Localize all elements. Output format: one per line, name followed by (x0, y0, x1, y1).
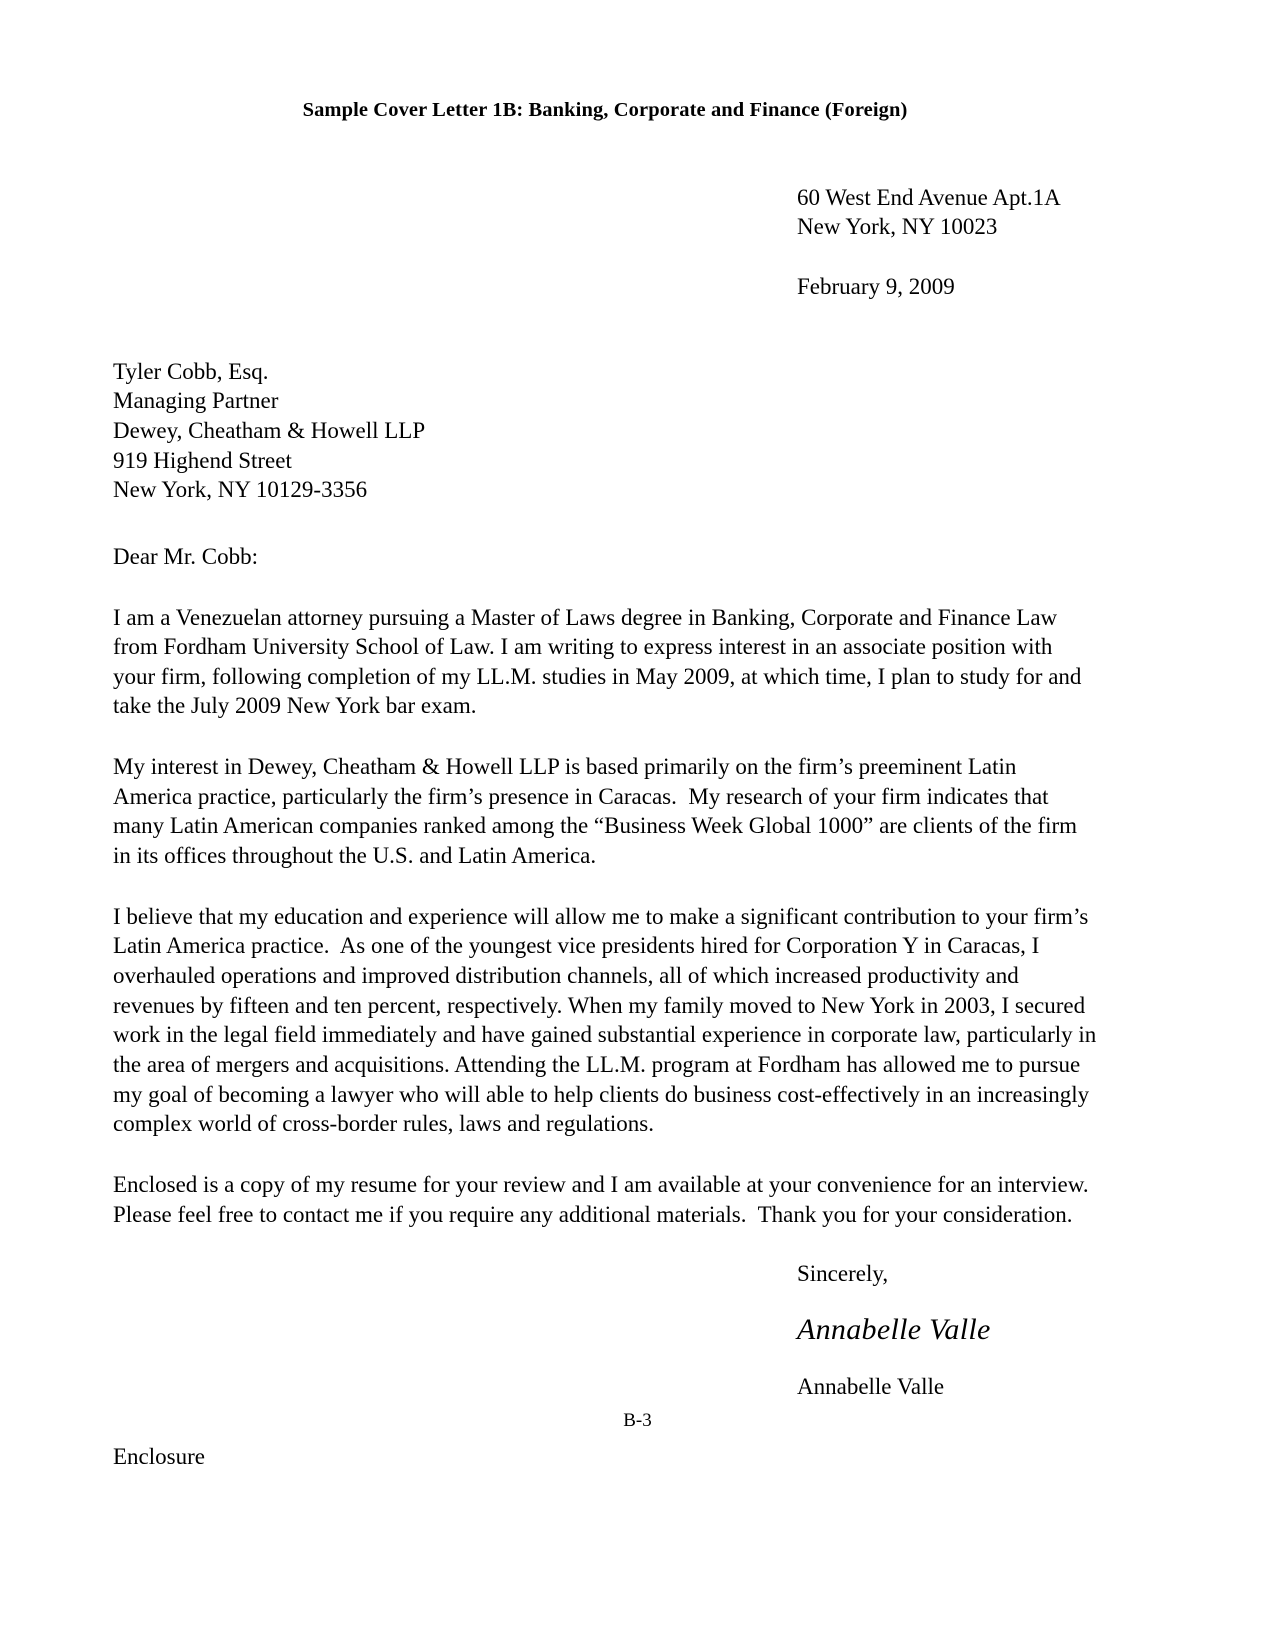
body-paragraph-3: I believe that my education and experience will allow me to make a significant contribution to your firm’s Latin America practice. As one of the youngest vice presidents hired for Corporation Y in Caracas, I overhauled operations and improved distribution channels, all of which increased productivity and revenues by fifteen and ten percent, respectively. When my family moved to New York in 2003, I secured work in the legal field immediately and have gained substantial experience in corporate law, particularly in the area of mergers and acquisitions. Attending the LL.M. program at Fordham has allowed me to pursue my goal of becoming a lawyer who will able to help clients do business cost-effectively in an increasingly complex world of cross-border rules, laws and regulations. (113, 903, 1103, 1137)
salutation: Dear Mr. Cobb: (113, 543, 259, 569)
handwritten-signature: Annabelle Valle (797, 1312, 991, 1346)
typed-signature-name: Annabelle Valle (797, 1373, 945, 1399)
enclosure-notation: Enclosure (113, 1443, 205, 1469)
recipient-street: 919 Highend Street (113, 447, 292, 473)
closing-salutation: Sincerely, (797, 1261, 889, 1287)
body-paragraph-2: My interest in Dewey, Cheatham & Howell LLP is based primarily on the firm’s preeminent Latin America practice, particularly the firm’s presence in Caracas. My research of your firm indicates that many Latin American companies ranked among the “Business Week Global 1000” are clients of the firm in its offices throughout the U.S. and Latin America. (113, 754, 1083, 869)
letter-content (113, 0, 1103, 1471)
page-title: Sample Cover Letter 1B: Banking, Corporate and Finance (Foreign) (302, 99, 908, 121)
sender-city-state-zip: New York, NY 10023 (797, 214, 998, 240)
letter-date-block (797, 272, 1097, 302)
recipient-title: Managing Partner (113, 388, 279, 414)
closing-block (797, 1259, 1097, 1401)
body-paragraph-1: I am a Venezuelan attorney pursuing a Master of Laws degree in Banking, Corporate and Finance Law from Fordham University School of Law. I am writing to express interest in an associate position with your firm, following completion of my LL.M. studies in May 2009, at which time, I plan to study for and take the July 2009 New York bar exam. (113, 604, 1088, 719)
sender-address-block (797, 183, 1097, 242)
sender-street: 60 West End Avenue Apt.1A (797, 184, 1061, 210)
body-paragraph-4: Enclosed is a copy of my resume for your review and I am available at your convenience for an interview. Please feel free to contact me if you require any additional materials. Thank you for your consideration. (113, 1172, 1101, 1227)
recipient-name: Tyler Cobb, Esq. (113, 358, 269, 384)
recipient-address-block (113, 357, 1097, 505)
page-number-footer: B-3 (623, 1410, 652, 1431)
letter-date: February 9, 2009 (797, 273, 955, 299)
recipient-firm: Dewey, Cheatham & Howell LLP (113, 417, 426, 443)
recipient-city-state-zip: New York, NY 10129-3356 (113, 477, 368, 503)
